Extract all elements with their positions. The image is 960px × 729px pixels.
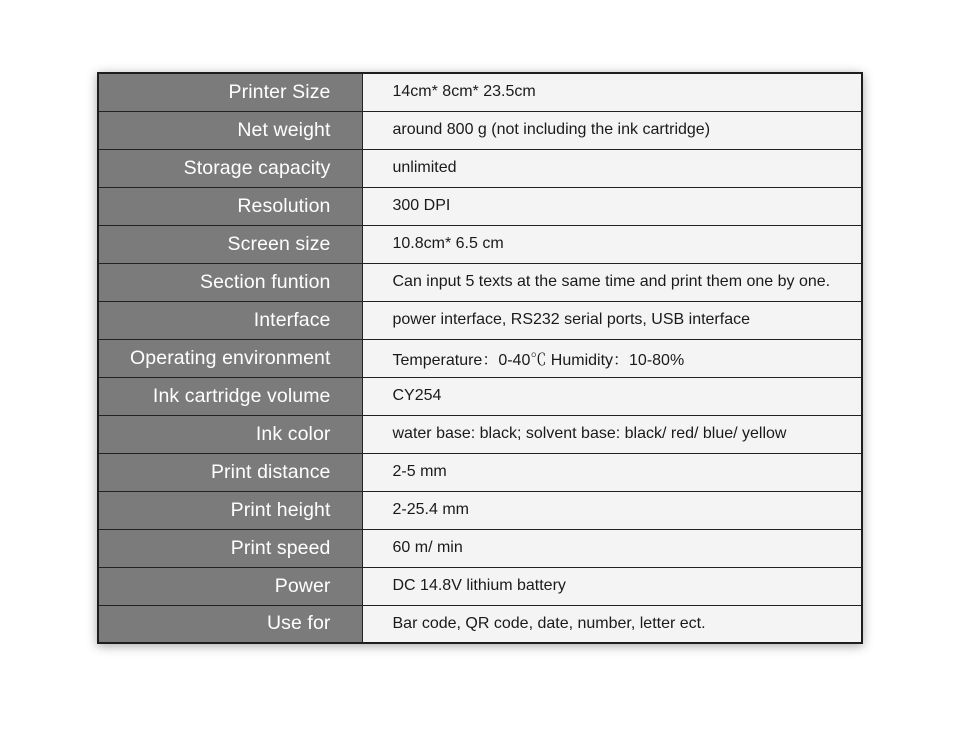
table-row <box>98 111 862 149</box>
table-row <box>98 529 862 567</box>
table-row <box>98 187 862 225</box>
spec-label: Interface <box>98 301 362 339</box>
table-row <box>98 225 862 263</box>
spec-label: Screen size <box>98 225 362 263</box>
spec-value: water base: black; solvent base: black/ red/ blue/ yellow <box>362 415 862 453</box>
table-row <box>98 149 862 187</box>
spec-label: Storage capacity <box>98 149 362 187</box>
spec-value: 14cm* 8cm* 23.5cm <box>362 73 862 111</box>
spec-value: 60 m/ min <box>362 529 862 567</box>
spec-label: Resolution <box>98 187 362 225</box>
spec-label: Use for <box>98 605 362 643</box>
spec-value: Temperature：0-40℃ Humidity：10-80% <box>362 339 862 377</box>
table-row <box>98 263 862 301</box>
spec-label: Net weight <box>98 111 362 149</box>
table-row <box>98 73 862 111</box>
spec-value: Bar code, QR code, date, number, letter ect. <box>362 605 862 643</box>
table-row <box>98 605 862 643</box>
spec-label: Ink color <box>98 415 362 453</box>
table-row <box>98 415 862 453</box>
table-row <box>98 567 862 605</box>
spec-value: 2-25.4 mm <box>362 491 862 529</box>
spec-value: around 800 g (not including the ink cartridge) <box>362 111 862 149</box>
spec-value: DC 14.8V lithium battery <box>362 567 862 605</box>
spec-label: Operating environment <box>98 339 362 377</box>
spec-value: 300 DPI <box>362 187 862 225</box>
spec-value: Can input 5 texts at the same time and print them one by one. <box>362 263 862 301</box>
table-row <box>98 491 862 529</box>
spec-value: power interface, RS232 serial ports, USB interface <box>362 301 862 339</box>
table-row <box>98 453 862 491</box>
spec-value: 2-5 mm <box>362 453 862 491</box>
spec-label: Print speed <box>98 529 362 567</box>
spec-label: Section funtion <box>98 263 362 301</box>
spec-label: Print distance <box>98 453 362 491</box>
table-row <box>98 339 862 377</box>
spec-value: CY254 <box>362 377 862 415</box>
spec-label: Power <box>98 567 362 605</box>
table-row <box>98 377 862 415</box>
spec-label: Printer Size <box>98 73 362 111</box>
table-row <box>98 301 862 339</box>
spec-value: unlimited <box>362 149 862 187</box>
spec-label: Ink cartridge volume <box>98 377 362 415</box>
spec-table <box>97 72 863 644</box>
spec-value: 10.8cm* 6.5 cm <box>362 225 862 263</box>
spec-label: Print height <box>98 491 362 529</box>
